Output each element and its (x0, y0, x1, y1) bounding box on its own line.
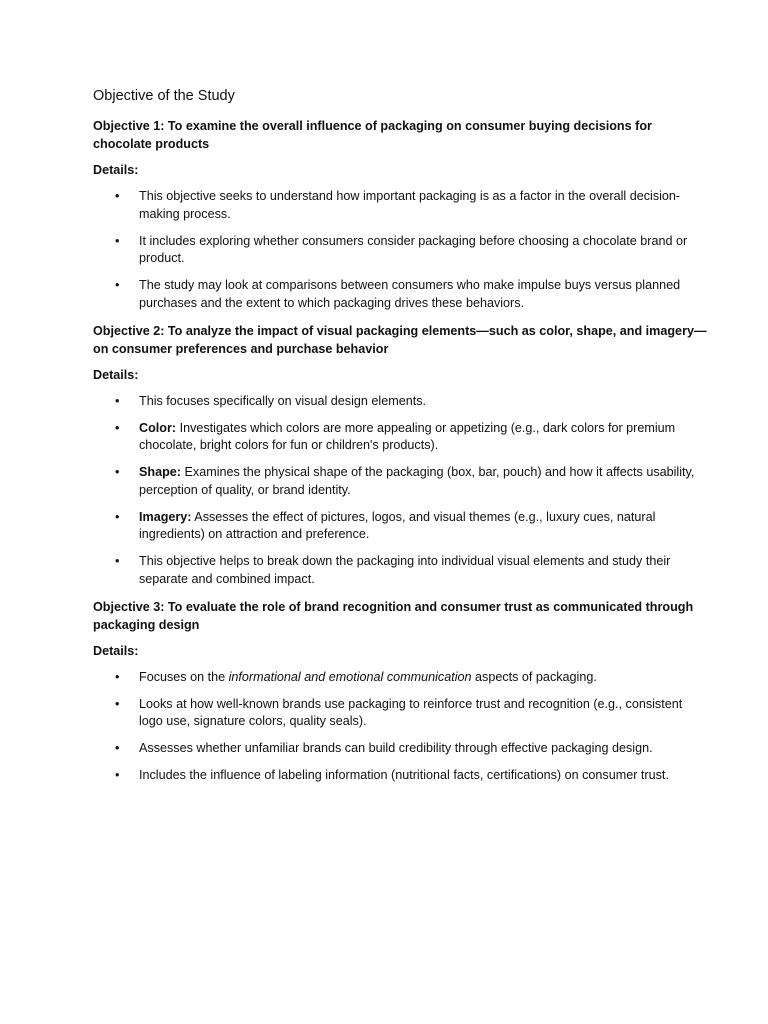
objective-2-details-label: Details: (93, 367, 139, 382)
bullet-text: Examines the physical shape of the packaging (box, bar, pouch) and how it affects usability, perception of quality, or brand identity. (139, 465, 695, 497)
bullet-text-italic: informational and emotional communication (228, 669, 472, 684)
list-item: • The study may look at comparisons between consumers who make impulse buys versus planned purchases and the extent to which packaging drives these behaviors. (93, 277, 708, 312)
bullet-lead-color: Color: (139, 420, 177, 435)
objective-1-details-label: Details: (93, 163, 139, 177)
bullet-text: This focuses specifically on visual design elements. (139, 393, 426, 408)
objective-2-heading: Objective 2: To analyze the impact of visual packaging elements—such as color, shape, and imagery—on consumer preferences and purchase behavior (93, 323, 707, 356)
objective-1-bullet-list (93, 188, 708, 312)
objective-2-bullet-list (93, 393, 708, 589)
bullet-text: Investigates which colors are more appealing or appetizing (e.g., dark colors for premium chocolate, bright colors for fun or children's products). (139, 420, 676, 452)
list-item (93, 740, 708, 758)
bullet-text: Assesses the effect of pictures, logos, and visual themes (e.g., luxury cues, natural ingredients) on attraction and preference. (139, 509, 656, 541)
bullet-text: Assesses whether unfamiliar brands can build credibility through effective packaging design. (139, 741, 653, 755)
list-item (93, 464, 708, 499)
bullet-lead-imagery: Imagery: (139, 509, 192, 524)
list-item (93, 669, 708, 687)
list-item (93, 420, 708, 455)
bullet-text: Includes the influence of labeling information (nutritional facts, certifications) on consumer trust. (139, 768, 669, 782)
list-item (93, 696, 708, 731)
document-title: Objective of the Study (93, 88, 235, 104)
list-item (93, 553, 708, 588)
list-item (93, 767, 708, 785)
bullet-text: This objective helps to break down the packaging into individual visual elements and study their separate and combined impact. (139, 554, 671, 586)
bullet-text-pre: Focuses on the (139, 669, 229, 684)
bullet-lead-shape: Shape: (139, 465, 181, 479)
bullet-text: Looks at how well-known brands use packaging to reinforce trust and recognition (e.g., consistent logo use, signature colors, quality seals). (139, 696, 683, 728)
objective-3-section (93, 598, 708, 785)
objective-3-bullet-list (93, 669, 708, 785)
list-item (93, 509, 708, 544)
bullet-text-post: aspects of packaging. (471, 669, 597, 684)
list-item (93, 393, 708, 411)
objective-1-section (93, 117, 708, 312)
objective-3-details-label: Details: (93, 643, 139, 658)
objective-2-section (93, 322, 708, 589)
list-item: • This objective seeks to understand how important packaging is as a factor in the overall decision-making process. (93, 188, 708, 223)
list-item: • It includes exploring whether consumers consider packaging before choosing a chocolate brand or product. (93, 233, 708, 268)
objective-3-heading: Objective 3: To evaluate the role of brand recognition and consumer trust as communicated through packaging design (93, 599, 694, 632)
objective-1-heading: Objective 1: To examine the overall influence of packaging on consumer buying decisions for chocolate products (93, 119, 652, 151)
